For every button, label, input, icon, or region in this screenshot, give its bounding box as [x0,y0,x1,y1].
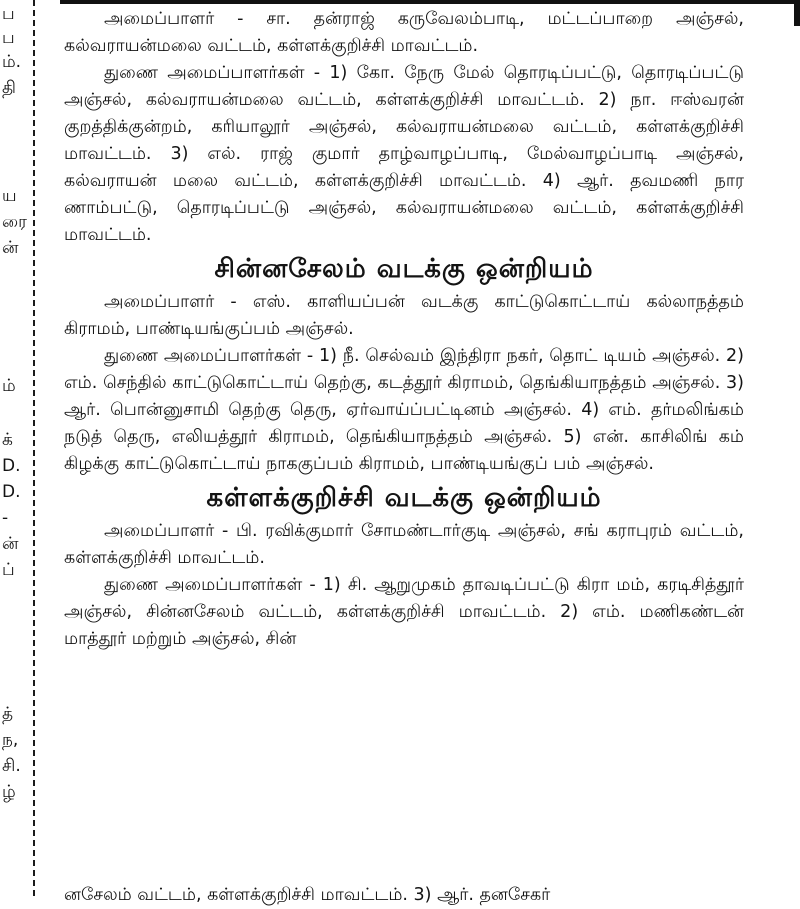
right-border-rule [794,0,800,26]
left-fragment: ன் [2,238,19,258]
left-fragment: ம். [2,52,22,72]
left-fragment: ய [2,186,17,206]
adjacent-column-fragments [0,0,28,896]
left-fragment: ப [2,4,15,24]
deputy-organisers-paragraph: துணை அமைப்பாளர்கள் - 1) நீ. செல்வம் இந்திரா நகர், தொட் டியம் அஞ்சல். 2) எம். செந்தில் காட்டுகொட்டாய் தெற்கு, கடத்தூர் கிராமம், தெங்கியாநத்தம் அஞ்சல். 3) ஆர். பொன்னுசாமி தெற்கு தெரு, ஏர்வாய்ப்பட்டினம் அஞ்சல். 4) எம். தர்மலிங்கம் நடுத் தெரு, எலியத்தூர் கிராமம், தெங்கியாநத்தம் அஞ்சல். 5) என். காசிலிங் கம் கிழக்கு காட்டுகொட்டாய் நாககுப்பம் கிராமம், பாண்டியங்குப் பம் அஞ்சல். [64,346,744,474]
left-fragment: ழ் [2,782,16,802]
left-fragment: - [2,508,9,528]
left-fragment: ம் [2,376,16,396]
organiser-paragraph: அமைப்பாளர் - சா. தன்ராஜ் கருவேலம்பாடி, மட்டப்பாறை அஞ்சல், கல்வராயன்மலை வட்டம், கள்ளக்குறிச்சி மாவட்டம். [64,9,744,56]
left-fragment: ப் [2,560,15,580]
left-fragment: D. [2,456,21,476]
left-fragment: க் [2,430,13,450]
deputy-organisers-paragraph: துணை அமைப்பாளர்கள் - 1) கோ. நேரு மேல் தொரடிப்பட்டு, தொரடிப்பட்டு அஞ்சல், கல்வராயன்மலை வட்டம், கள்ளக்குறிச்சி மாவட்டம். 2) நா. ஈஸ்வரன் குறத்திக்குன்றம், கரியாலூர் அஞ்சல், கல்வராயன்மலை வட்டம், கள்ளக்குறிச்சி மாவட்டம். 3) எல். ராஜ் குமார் தாழ்வாழப்பாடி, மேல்வாழப்பாடி அஞ்சல், கல்வராயன் மலை வட்டம், கள்ளக்குறிச்சி மாவட்டம். 4) ஆர். தவமணி நார ணாம்பட்டு, தொரடிப்பட்டு அஞ்சல், கல்வராயன்மலை வட்டம், கள்ளக்குறிச்சி மாவட்டம். [64,63,744,245]
left-fragment: தி [2,78,16,98]
article-body [64,6,744,653]
deputy-organisers-paragraph: துணை அமைப்பாளர்கள் - 1) சி. ஆறுமுகம் தாவடிப்பட்டு கிரா மம், கரடிசித்தூர் அஞ்சல், சின்னசேலம் வட்டம், கள்ளக்குறிச்சி மாவட்டம். 2) எம். மணிகண்டன் மாத்தூர் மற்றும் அஞ்சல், சின் [64,575,744,649]
organiser-paragraph: அமைப்பாளர் - பி. ரவிக்குமார் சோமண்டார்குடி அஞ்சல், சங் கராபுரம் வட்டம், கள்ளக்குறிச்சி மாவட்டம். [64,521,744,568]
left-fragment: ந, [2,730,19,750]
top-border-rule [60,0,800,4]
left-fragment: ப [2,28,15,48]
left-fragment: ரை [2,212,27,232]
cut-off-line: னசேலம் வட்டம், கள்ளக்குறிச்சி மாவட்டம். 3) ஆர். தனசேகர் [64,885,551,905]
column-divider [33,0,35,896]
left-fragment: சி. [2,756,21,776]
section-heading: சின்னசேலம் வடக்கு ஒன்றியம் [214,254,594,284]
left-fragment: ன் [2,534,19,554]
section-heading: கள்ளக்குறிச்சி வடக்கு ஒன்றியம் [206,483,602,513]
left-fragment: த் [2,704,14,724]
organiser-paragraph: அமைப்பாளர் - எஸ். காளியப்பன் வடக்கு காட்டுகொட்டாய் கல்லாநத்தம் கிராமம், பாண்டியங்குப்பம் அஞ்சல். [64,292,744,339]
left-fragment: D. [2,482,21,502]
